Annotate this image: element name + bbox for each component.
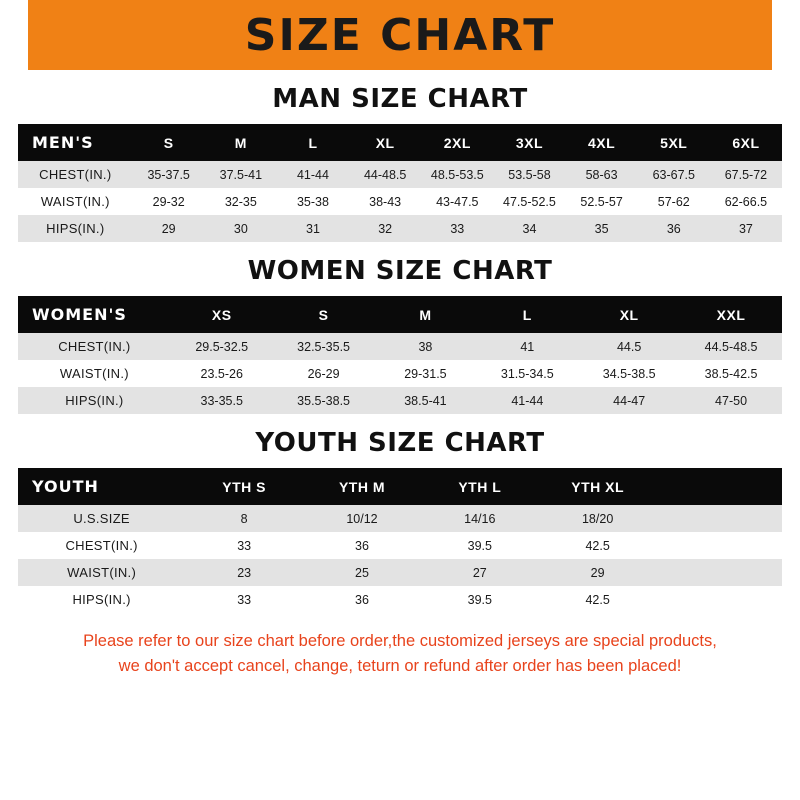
- men-hips-5xl: 36: [638, 215, 710, 242]
- men-chest-xl: 44-48.5: [349, 161, 421, 188]
- youth-ussize-xl: 18/20: [539, 505, 657, 532]
- youth-waist-xl: 29: [539, 559, 657, 586]
- youth-waist-l: 27: [421, 559, 539, 586]
- women-hips-xxl: 47-50: [680, 387, 782, 414]
- section-title-men: MAN SIZE CHART: [272, 84, 528, 114]
- women-waist-l: 31.5-34.5: [476, 360, 578, 387]
- men-hips-6xl: 37: [710, 215, 782, 242]
- footnote-line-1: Please refer to our size chart before order,the customized jerseys are special products,: [83, 632, 717, 650]
- men-corner-label: MEN'S: [18, 124, 133, 161]
- women-chest-xxl: 44.5-48.5: [680, 333, 782, 360]
- youth-corner-label: YOUTH: [18, 468, 185, 505]
- men-waist-3xl: 47.5-52.5: [493, 188, 565, 215]
- table-row: [18, 188, 782, 215]
- men-waist-xl: 38-43: [349, 188, 421, 215]
- men-chest-5xl: 63-67.5: [638, 161, 710, 188]
- men-hips-4xl: 35: [566, 215, 638, 242]
- men-waist-l: 35-38: [277, 188, 349, 215]
- youth-hips-empty: [657, 586, 782, 613]
- men-col-3xl: 3XL: [493, 124, 565, 161]
- women-col-xl: XL: [578, 296, 680, 333]
- youth-waist-empty: [657, 559, 782, 586]
- women-col-xs: XS: [171, 296, 273, 333]
- women-chest-l: 41: [476, 333, 578, 360]
- women-waist-xs: 23.5-26: [171, 360, 273, 387]
- men-hips-l: 31: [277, 215, 349, 242]
- table-header-row: [18, 124, 782, 161]
- men-col-s: S: [133, 124, 205, 161]
- youth-col-s: YTH S: [185, 468, 303, 505]
- men-waist-4xl: 52.5-57: [566, 188, 638, 215]
- men-col-xl: XL: [349, 124, 421, 161]
- men-waist-s: 29-32: [133, 188, 205, 215]
- men-row-label-chest: CHEST(IN.): [18, 161, 133, 188]
- youth-ussize-l: 14/16: [421, 505, 539, 532]
- youth-row-label-ussize: U.S.SIZE: [18, 505, 185, 532]
- youth-ussize-m: 10/12: [303, 505, 421, 532]
- men-chest-2xl: 48.5-53.5: [421, 161, 493, 188]
- women-chest-xs: 29.5-32.5: [171, 333, 273, 360]
- youth-row-label-waist: WAIST(IN.): [18, 559, 185, 586]
- women-col-l: L: [476, 296, 578, 333]
- youth-chest-xl: 42.5: [539, 532, 657, 559]
- men-col-2xl: 2XL: [421, 124, 493, 161]
- youth-chest-l: 39.5: [421, 532, 539, 559]
- men-chest-m: 37.5-41: [205, 161, 277, 188]
- men-chest-l: 41-44: [277, 161, 349, 188]
- women-waist-m: 29-31.5: [375, 360, 477, 387]
- youth-row-label-chest: CHEST(IN.): [18, 532, 185, 559]
- header-right-spacer: [772, 0, 800, 70]
- men-col-m: M: [205, 124, 277, 161]
- table-row: [18, 505, 782, 532]
- section-title-women: WOMEN SIZE CHART: [247, 256, 553, 286]
- men-waist-5xl: 57-62: [638, 188, 710, 215]
- youth-ussize-empty: [657, 505, 782, 532]
- men-hips-xl: 32: [349, 215, 421, 242]
- table-row: [18, 586, 782, 613]
- section-title-youth: YOUTH SIZE CHART: [255, 428, 545, 458]
- women-hips-xs: 33-35.5: [171, 387, 273, 414]
- men-size-table: [18, 124, 782, 242]
- women-row-label-hips: HIPS(IN.): [18, 387, 171, 414]
- footnote-line-2: we don't accept cancel, change, teturn or refund after order has been placed!: [118, 656, 682, 675]
- youth-chest-m: 36: [303, 532, 421, 559]
- men-waist-m: 32-35: [205, 188, 277, 215]
- women-row-label-chest: CHEST(IN.): [18, 333, 171, 360]
- table-row: [18, 215, 782, 242]
- women-waist-s: 26-29: [273, 360, 375, 387]
- women-waist-xl: 34.5-38.5: [578, 360, 680, 387]
- youth-ussize-s: 8: [185, 505, 303, 532]
- men-col-6xl: 6XL: [710, 124, 782, 161]
- youth-waist-m: 25: [303, 559, 421, 586]
- men-waist-2xl: 43-47.5: [421, 188, 493, 215]
- page-title: SIZE CHART: [244, 9, 556, 61]
- men-chest-3xl: 53.5-58: [493, 161, 565, 188]
- youth-col-m: YTH M: [303, 468, 421, 505]
- youth-col-xl: YTH XL: [539, 468, 657, 505]
- women-chest-m: 38: [375, 333, 477, 360]
- women-size-table: [18, 296, 782, 414]
- youth-chest-s: 33: [185, 532, 303, 559]
- women-hips-m: 38.5-41: [375, 387, 477, 414]
- women-row-label-waist: WAIST(IN.): [18, 360, 171, 387]
- table-row: [18, 532, 782, 559]
- women-waist-xxl: 38.5-42.5: [680, 360, 782, 387]
- men-hips-3xl: 34: [493, 215, 565, 242]
- table-row: [18, 559, 782, 586]
- women-hips-xl: 44-47: [578, 387, 680, 414]
- women-corner-label: WOMEN'S: [18, 296, 171, 333]
- table-header-row: [18, 296, 782, 333]
- men-row-label-hips: HIPS(IN.): [18, 215, 133, 242]
- men-hips-2xl: 33: [421, 215, 493, 242]
- men-chest-s: 35-37.5: [133, 161, 205, 188]
- youth-col-l: YTH L: [421, 468, 539, 505]
- chart-content: [0, 84, 800, 679]
- women-hips-l: 41-44: [476, 387, 578, 414]
- youth-hips-m: 36: [303, 586, 421, 613]
- youth-col-empty: [657, 468, 782, 505]
- footnote: [18, 629, 782, 679]
- men-hips-m: 30: [205, 215, 277, 242]
- youth-chest-empty: [657, 532, 782, 559]
- women-col-xxl: XXL: [680, 296, 782, 333]
- header-band: [0, 0, 800, 70]
- women-chest-xl: 44.5: [578, 333, 680, 360]
- youth-size-table: [18, 468, 782, 613]
- youth-hips-xl: 42.5: [539, 586, 657, 613]
- youth-hips-s: 33: [185, 586, 303, 613]
- men-hips-s: 29: [133, 215, 205, 242]
- men-waist-6xl: 62-66.5: [710, 188, 782, 215]
- men-row-label-waist: WAIST(IN.): [18, 188, 133, 215]
- youth-row-label-hips: HIPS(IN.): [18, 586, 185, 613]
- table-row: [18, 387, 782, 414]
- table-row: [18, 161, 782, 188]
- youth-waist-s: 23: [185, 559, 303, 586]
- women-col-m: M: [375, 296, 477, 333]
- table-row: [18, 360, 782, 387]
- women-col-s: S: [273, 296, 375, 333]
- men-col-4xl: 4XL: [566, 124, 638, 161]
- youth-hips-l: 39.5: [421, 586, 539, 613]
- men-col-l: L: [277, 124, 349, 161]
- women-hips-s: 35.5-38.5: [273, 387, 375, 414]
- women-chest-s: 32.5-35.5: [273, 333, 375, 360]
- table-row: [18, 333, 782, 360]
- header-left-spacer: [0, 0, 28, 70]
- men-col-5xl: 5XL: [638, 124, 710, 161]
- table-header-row: [18, 468, 782, 505]
- men-chest-4xl: 58-63: [566, 161, 638, 188]
- men-chest-6xl: 67.5-72: [710, 161, 782, 188]
